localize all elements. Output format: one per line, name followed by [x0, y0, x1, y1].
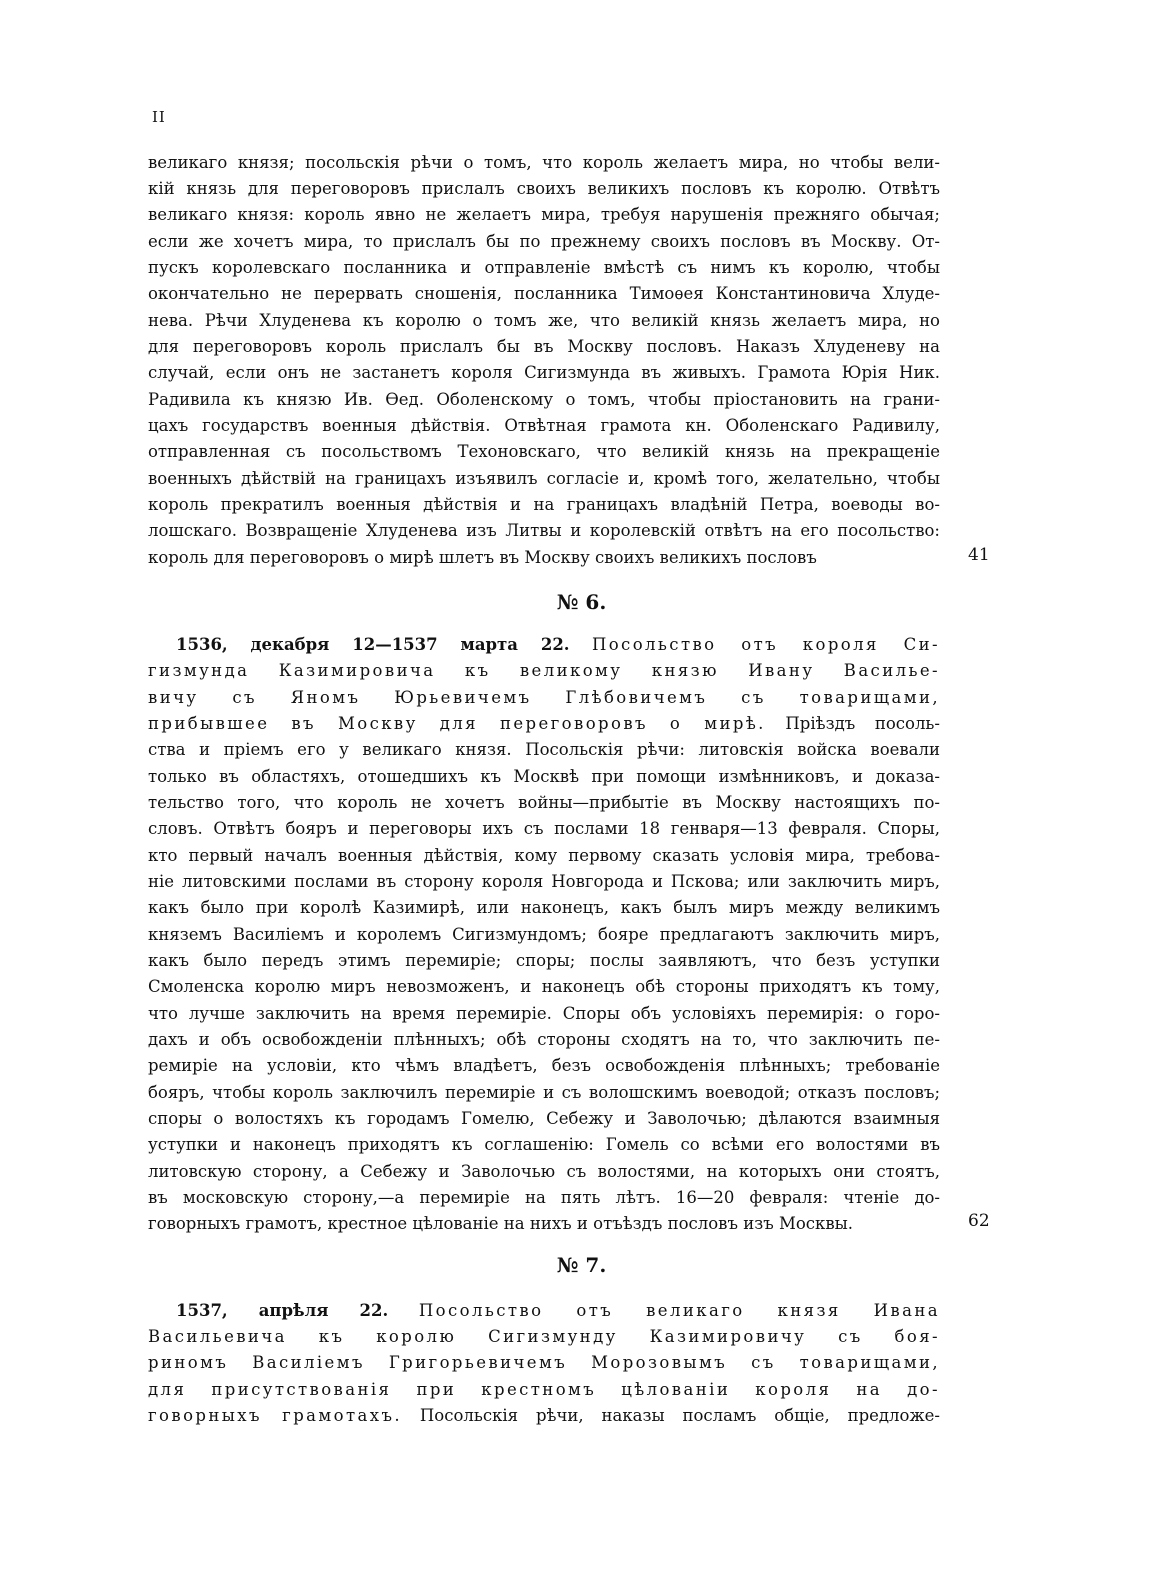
text-line: отправленная съ посольствомъ Техоновскаго, что великій князь на прекращеніе: [148, 442, 940, 461]
text-line: тельство того, что король не хочетъ войны—прибытіе въ Москву настоящихъ по-: [148, 793, 940, 812]
text-line: [176, 1298, 940, 1324]
text-line: риномъ Василіемъ Григорьевичемъ Морозовымъ съ товарищами,: [148, 1353, 940, 1372]
text-line: какъ было передъ этимъ перемиріе; споры; послы заявляютъ, что безъ уступки: [148, 951, 940, 970]
text-line: бояръ, чтобы король заключилъ перемиріе и съ волошскимъ воеводой; отказъ пословъ;: [148, 1083, 940, 1102]
text-line: дахъ и объ освобожденіи плѣнныхъ; обѣ стороны сходятъ на то, что заключить пе-: [148, 1030, 940, 1049]
text-line: княземъ Василіемъ и королемъ Сигизмундомъ; бояре предлагаютъ заключить миръ,: [148, 925, 940, 944]
text-line: говорныхъ грамотъ, крестное цѣлованіе на нихъ и отъѣздъ пословъ изъ Москвы.: [148, 1214, 853, 1233]
text-line: что лучше заключить на время перемиріе. Споры объ условіяхъ перемирія: о горо-: [148, 1004, 940, 1023]
text-line: [148, 711, 940, 737]
text-line: король для переговоровъ о мирѣ шлетъ въ Москву своихъ великихъ пословъ: [148, 548, 817, 567]
text-line: гизмунда Казимировича къ великому князю Ивану Василье-: [148, 661, 940, 680]
text-line: ніе литовскими послами въ сторону короля Новгорода и Пскова; или заключить миръ,: [148, 872, 940, 891]
entry-date: 1537, апрѣля 22.: [176, 1301, 389, 1320]
text-line: кій князь для переговоровъ прислалъ своихъ великихъ пословъ къ королю. Отвѣтъ: [148, 179, 940, 198]
text-line: кто первый началъ военныя дѣйствія, кому первому сказать условія мира, требова-: [148, 846, 940, 865]
text-line: споры о волостяхъ къ городамъ Гомелю, Себежу и Заволочью; дѣлаются взаимныя: [148, 1109, 940, 1128]
text-line: великаго князя; посольскія рѣчи о томъ, что король желаетъ мира, но чтобы вели-: [148, 153, 940, 172]
text-line: военныхъ дѣйствій на границахъ изъявилъ согласіе и, кромѣ того, желательно, чтобы: [148, 469, 940, 488]
text-line: литовскую сторону, а Себежу и Заволочью съ волостями, на которыхъ они стоятъ,: [148, 1162, 940, 1181]
text-line: [176, 632, 940, 658]
text-line: уступки и наконецъ приходятъ къ соглашенію: Гомель со всѣми его волостями въ: [148, 1135, 940, 1154]
text-line: словъ. Отвѣтъ бояръ и переговоры ихъ съ послами 18 генваря—13 февраля. Споры,: [148, 819, 940, 838]
text-line: случай, если онъ не застанетъ короля Сигизмунда въ живыхъ. Грамота Юрія Ник.: [148, 363, 940, 382]
text-line: Васильевича къ королю Сигизмунду Казимировичу съ боя-: [148, 1327, 940, 1346]
section-heading: № 6.: [556, 590, 607, 614]
margin-page-number: 41: [968, 545, 990, 565]
text-line: для переговоровъ король прислалъ бы въ Москву пословъ. Наказъ Хлуденеву на: [148, 337, 940, 356]
text-line: только въ областяхъ, отошедшихъ къ Москвѣ при помощи измѣнниковъ, и доказа-: [148, 767, 940, 786]
text-line: какъ было при королѣ Казимирѣ, или наконецъ, какъ былъ миръ между великимъ: [148, 898, 940, 917]
entry-title: прибывшее въ Москву для переговоровъ о мирѣ.: [148, 714, 766, 733]
text-line: Радивила къ князю Ив. Ѳед. Оболенскому о томъ, чтобы пріостановить на грани-: [148, 390, 940, 409]
text-line: если же хочетъ мира, то прислалъ бы по прежнему своихъ пословъ въ Москву. От-: [148, 232, 940, 251]
text-line: ства и пріемъ его у великаго князя. Посольскія рѣчи: литовскія войска воевали: [148, 740, 940, 759]
text-span: Пріѣздъ посоль-: [785, 714, 940, 733]
entry-title: говорныхъ грамотахъ.: [148, 1406, 402, 1425]
text-line: король прекратилъ военныя дѣйствія и на границахъ владѣній Петра, воеводы во-: [148, 495, 940, 514]
text-line: цахъ государствъ военныя дѣйствія. Отвѣтная грамота кн. Оболенскаго Радивилу,: [148, 416, 940, 435]
text-span: Посольскія рѣчи, наказы посламъ общіе, предложе-: [419, 1406, 940, 1425]
text-line: великаго князя: король явно не желаетъ мира, требуя нарушенія прежняго обычая;: [148, 205, 940, 224]
page-number: II: [152, 108, 166, 126]
text-line: въ московскую сторону,—а перемиріе на пять лѣтъ. 16—20 февраля: чтеніе до-: [148, 1188, 940, 1207]
section-heading: № 7.: [556, 1253, 607, 1277]
text-line: нева. Рѣчи Хлуденева къ королю о томъ же, что великій князь желаетъ мира, но: [148, 311, 940, 330]
text-line: [148, 1403, 940, 1429]
text-line: окончательно не перервать сношенія, посланника Тимоѳея Константиновича Хлуде-: [148, 284, 940, 303]
text-line: вичу съ Яномъ Юрьевичемъ Глѣбовичемъ съ товарищами,: [148, 688, 940, 707]
text-line: для присутствованія при крестномъ цѣлованіи короля на до-: [148, 1380, 940, 1399]
margin-page-number: 62: [968, 1211, 990, 1231]
text-line: Смоленска королю миръ невозможенъ, и наконецъ обѣ стороны приходятъ къ тому,: [148, 977, 940, 996]
text-line: лошскаго. Возвращеніе Хлуденева изъ Литвы и королевскій отвѣтъ на его посольство:: [148, 521, 940, 540]
entry-date: 1536, декабря 12—1537 марта 22.: [176, 635, 570, 654]
entry-title: Посольство отъ короля Си-: [591, 635, 940, 654]
text-line: ремиріе на условіи, кто чѣмъ владѣетъ, безъ освобожденія плѣнныхъ; требованіе: [148, 1056, 940, 1075]
text-line: пускъ королевскаго посланника и отправленіе вмѣстѣ съ нимъ къ королю, чтобы: [148, 258, 940, 277]
entry-title: Посольство отъ великаго князя Ивана: [418, 1301, 940, 1320]
